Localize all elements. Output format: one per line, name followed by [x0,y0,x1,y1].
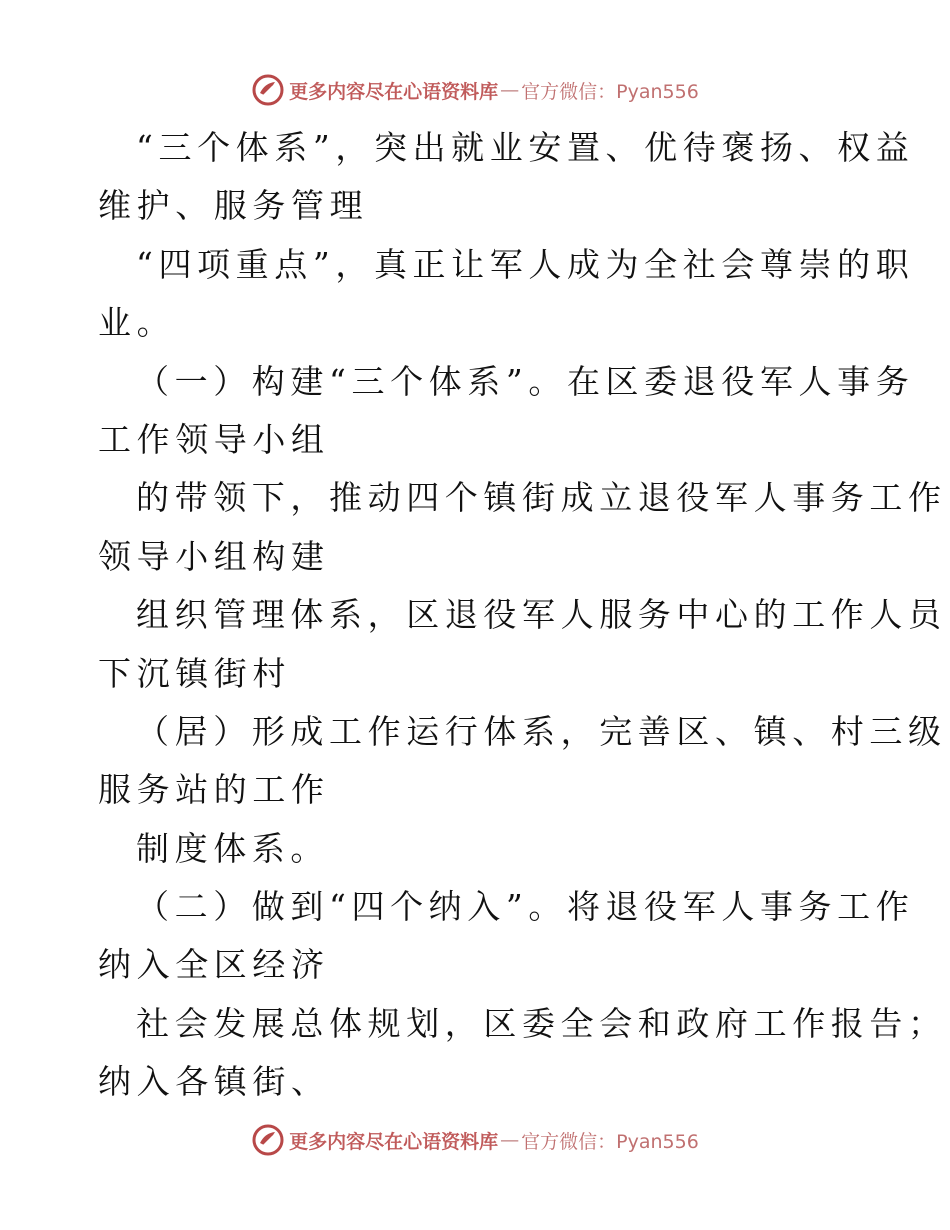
footer-dash: — [500,1129,520,1151]
text-line: 的带领下，推动四个镇街成立退役军人事务工作 [136,478,947,518]
text-line: 纳入全区经济 [98,945,330,985]
footer-wechat-text: 官方微信：Pyan556 [521,1130,699,1153]
footer-brand-text: 更多内容尽在心语资料库 [289,1130,499,1153]
text-line: 下沉镇街村 [98,653,291,693]
text-line: 纳入各镇街、 [98,1062,330,1102]
text-line: 服务站的工作 [98,770,330,810]
header-brand-text: 更多内容尽在心语资料库 [289,80,499,103]
header-dash: — [500,79,520,101]
text-line: 工作领导小组 [98,419,330,459]
brand-logo-icon [251,73,285,107]
text-line: 领导小组构建 [98,536,330,576]
text-line: （一）构建“三个体系”。在区委退役军人事务 [136,361,915,401]
text-line: 社会发展总体规划，区委全会和政府工作报告； [136,1003,947,1043]
brand-logo-icon [251,1123,285,1157]
text-line: 制度体系。 [136,828,329,868]
text-line: （二）做到“四个纳入”。将退役军人事务工作 [136,887,915,927]
text-line: 组织管理体系，区退役军人服务中心的工作人员 [136,595,947,635]
header-banner [0,70,950,110]
document-body [98,119,947,1112]
text-line: “三个体系”，突出就业安置、优待褒扬、权益 [136,128,915,167]
text-line: “四项重点”，真正让军人成为全社会尊崇的职 [136,244,915,284]
header-wechat-text: 官方微信：Pyan556 [521,80,699,103]
text-line: 业。 [98,303,176,343]
text-line: 维护、服务管理 [98,186,369,226]
footer-banner [0,1120,950,1160]
text-line: （居）形成工作运行体系，完善区、镇、村三级 [136,711,947,751]
